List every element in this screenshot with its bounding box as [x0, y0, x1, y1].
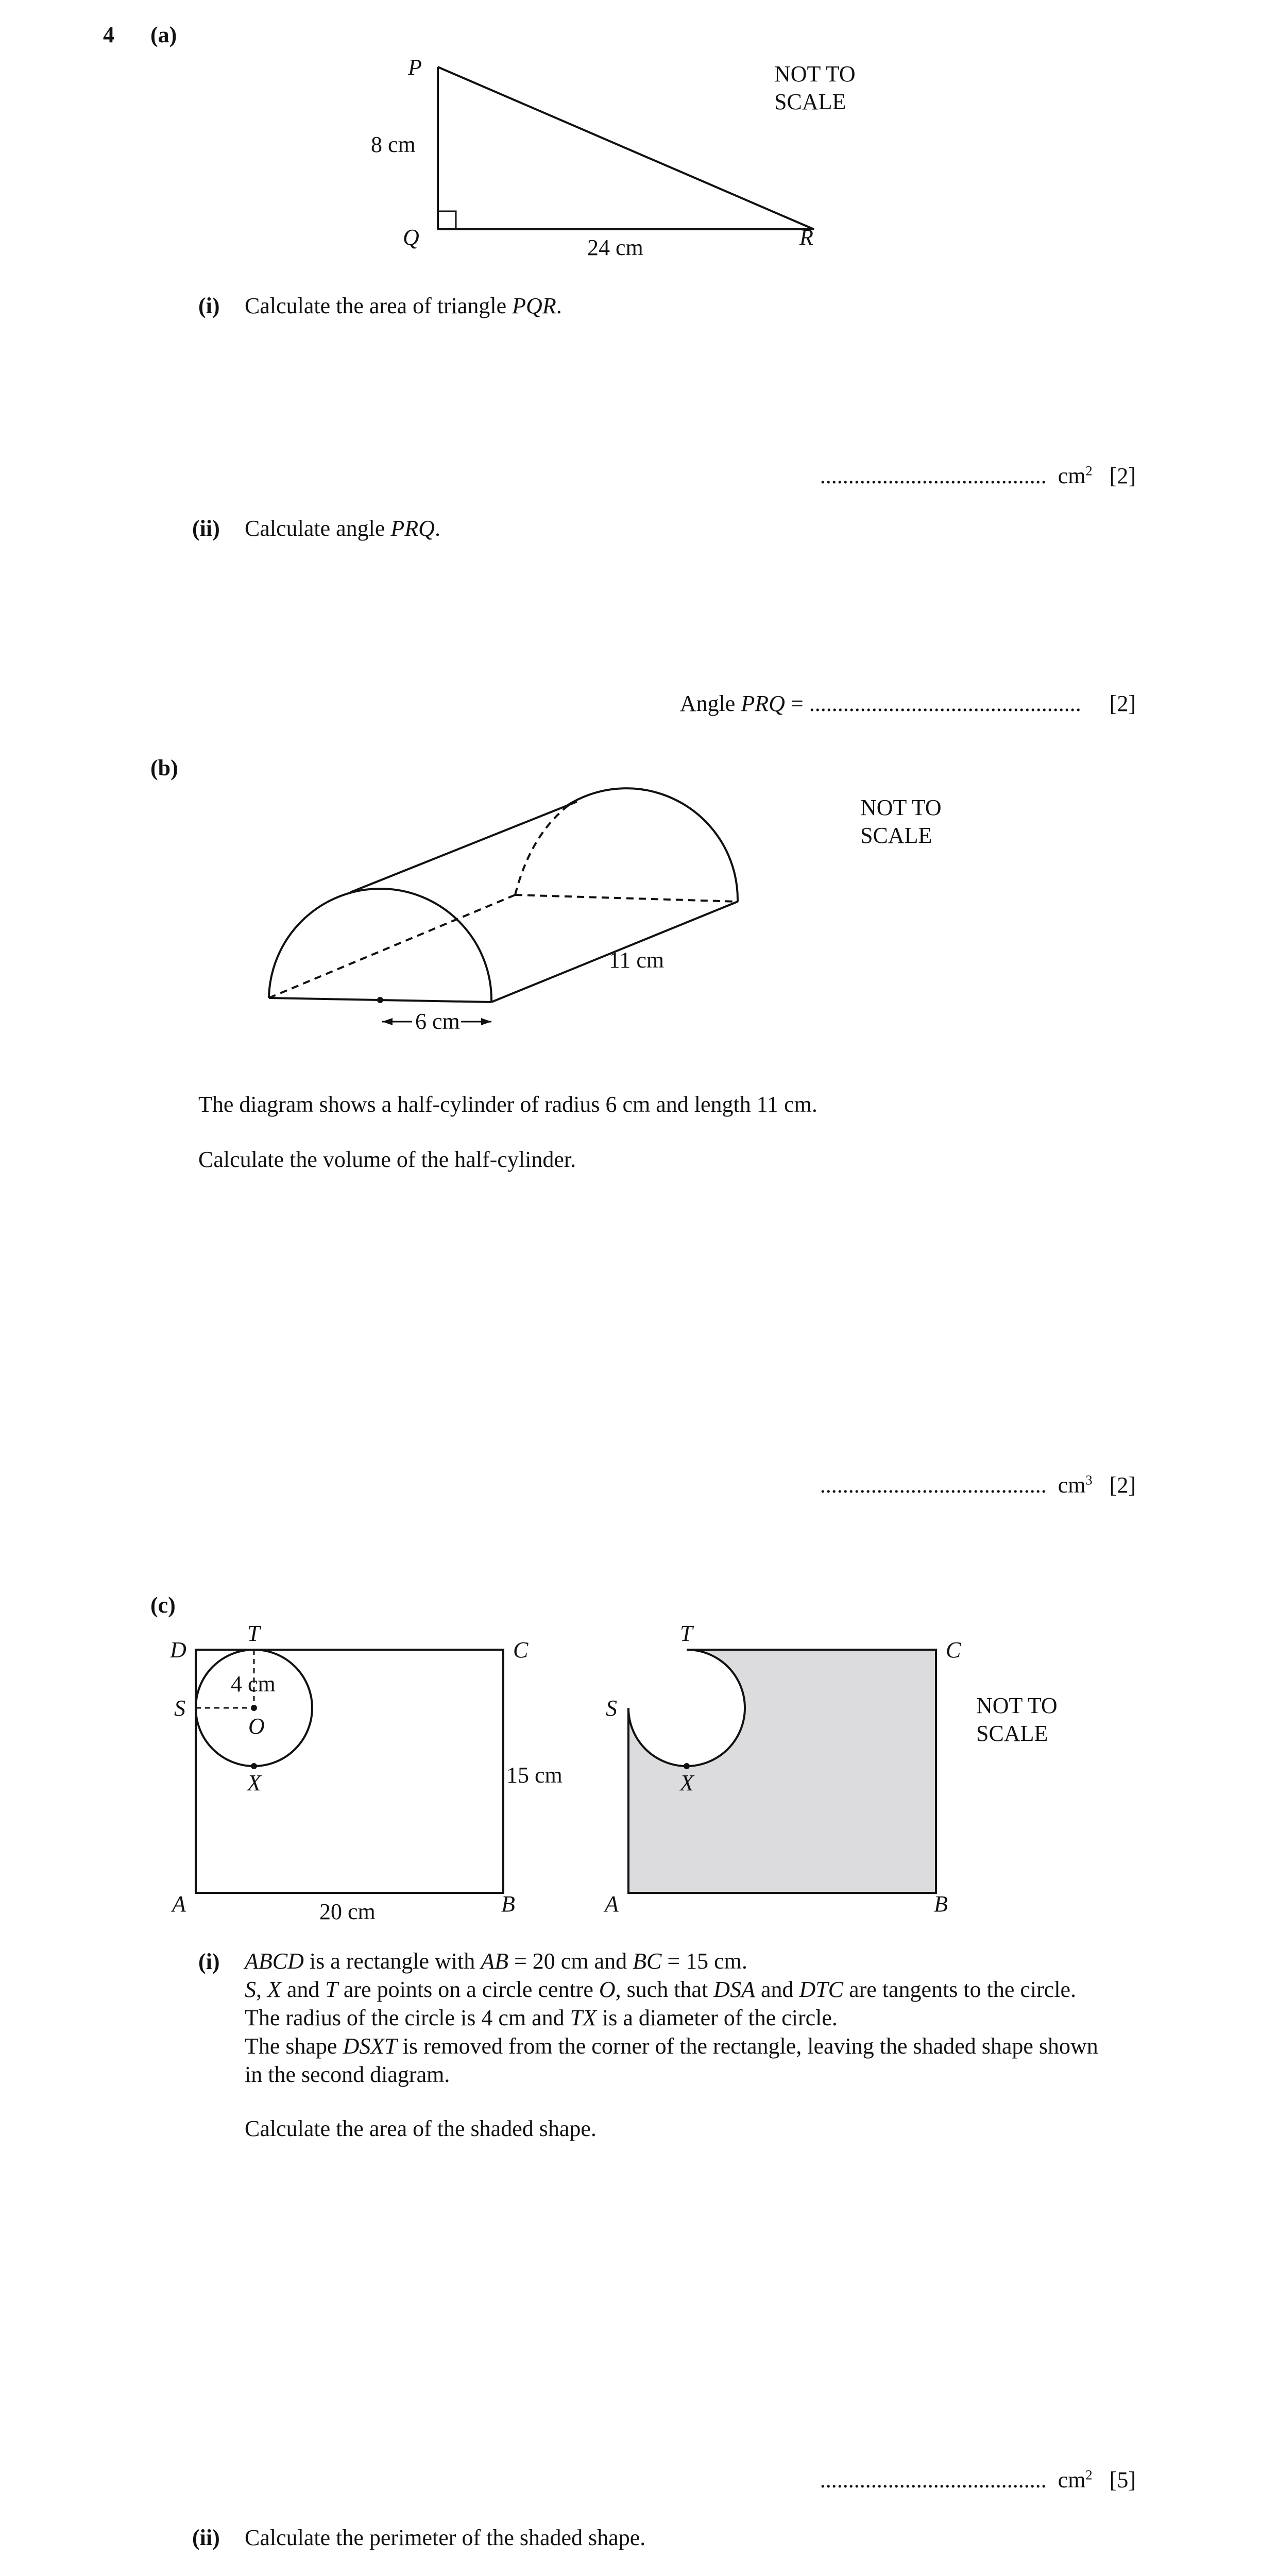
part-c-label: (c) — [150, 1592, 176, 1618]
part-a-i-question — [245, 293, 562, 320]
vertex-label-p: P — [408, 55, 422, 80]
answer-dots: ................................................ — [809, 691, 1081, 716]
part-a-ii-text: Calculate angle — [245, 516, 391, 541]
label-t: T — [680, 1621, 693, 1646]
right-angle-marker — [438, 211, 456, 229]
marks: [5] — [1109, 2467, 1136, 2493]
marks: [2] — [1109, 463, 1136, 488]
side-pr — [438, 67, 814, 229]
front-centre-dot — [377, 997, 383, 1003]
label-x: X — [680, 1770, 694, 1795]
part-c-i-line-2: S, X and T are points on a circle centre O, such that DSA and DTC are tangents to the circle. — [245, 1977, 1077, 2002]
length-label-pq: 8 cm — [371, 132, 416, 157]
label-t: T — [247, 1621, 260, 1646]
part-a-ii-question — [245, 515, 440, 543]
part-c-i-line-5: in the second diagram. — [245, 2062, 450, 2087]
part-c-i-line-1: ABCD is a rectangle with AB = 20 cm and BC = 15 cm. — [245, 1948, 747, 1974]
part-c-i-answer-line[interactable] — [820, 2467, 1136, 2494]
part-a-not-to-scale-line1: NOT TO — [774, 61, 856, 87]
radius-label: 6 cm — [415, 1009, 460, 1034]
part-c-i-question: Calculate the area of the shaded shape. — [245, 2116, 597, 2141]
half-cylinder-diagram — [258, 773, 773, 1041]
label-s: S — [606, 1696, 617, 1721]
label-height: 15 cm — [506, 1762, 563, 1788]
vertex-label-q: Q — [403, 225, 419, 250]
top-edge — [350, 802, 577, 892]
back-semicircle-visible — [567, 788, 738, 902]
answer-dots: ........................................ — [820, 2467, 1047, 2493]
label-o: O — [248, 1714, 265, 1739]
label-s: S — [174, 1696, 185, 1721]
part-b-label: (b) — [150, 755, 178, 781]
part-a-i-text: Calculate the area of triangle — [245, 293, 513, 318]
part-a-ii-text-end: . — [434, 516, 440, 541]
length-label-qr: 24 cm — [587, 235, 643, 260]
part-b-answer-line[interactable] — [820, 1472, 1136, 1499]
part-a-i-answer-line[interactable] — [820, 463, 1136, 490]
answer-unit: cm — [1058, 1472, 1086, 1498]
answer-unit: cm — [1058, 2467, 1086, 2493]
point-x-dot — [251, 1763, 257, 1769]
shaded-shape-diagram — [598, 1613, 968, 1922]
shaded-shape — [628, 1650, 936, 1893]
part-c-ii-label: (ii) — [192, 2525, 220, 2550]
marks: [2] — [1109, 691, 1136, 716]
part-c-not-to-scale-line2: SCALE — [976, 1721, 1048, 1746]
label-width: 20 cm — [319, 1899, 376, 1924]
radius-arrowhead-right — [481, 1018, 491, 1025]
marks: [2] — [1109, 1472, 1136, 1498]
part-b-description: The diagram shows a half-cylinder of radius 6 cm and length 11 cm. — [198, 1092, 817, 1117]
answer-prefix-italic: PRQ — [741, 691, 785, 716]
label-x: X — [247, 1770, 261, 1795]
part-a-i-label: (i) — [198, 293, 220, 318]
part-c-ii-question: Calculate the perimeter of the shaded shape. — [245, 2525, 646, 2550]
length-label: 11 cm — [609, 947, 664, 973]
label-c: C — [513, 1637, 529, 1663]
hidden-back-diameter — [515, 895, 738, 902]
part-c-i-label: (i) — [198, 1949, 220, 1974]
part-c-i-paragraph — [245, 1947, 1098, 2089]
back-semicircle-hidden — [515, 805, 569, 895]
label-d: D — [170, 1637, 186, 1663]
part-a-ii-text-italic: PRQ — [390, 516, 435, 541]
label-c: C — [946, 1637, 961, 1663]
question-number: 4 — [103, 22, 114, 47]
part-c-i-line-3: The radius of the circle is 4 cm and TX is a diameter of the circle. — [245, 2005, 838, 2030]
part-a-i-text-end: . — [556, 293, 562, 318]
answer-dots: ........................................ — [820, 1472, 1047, 1498]
answer-unit: cm — [1058, 463, 1086, 488]
part-a-not-to-scale-line2: SCALE — [774, 89, 846, 114]
answer-unit-power: 3 — [1085, 1472, 1093, 1488]
label-b: B — [501, 1891, 515, 1917]
point-o-dot — [251, 1705, 257, 1711]
part-a-ii-label: (ii) — [192, 516, 220, 541]
part-c-not-to-scale-line1: NOT TO — [976, 1693, 1058, 1718]
answer-prefix: Angle — [679, 691, 741, 716]
vertex-label-r: R — [799, 225, 813, 250]
part-b-not-to-scale-line2: SCALE — [860, 823, 932, 848]
label-a: A — [172, 1891, 186, 1917]
label-b: B — [934, 1891, 948, 1917]
part-a-ii-answer-line[interactable] — [680, 690, 1136, 718]
point-x-dot — [684, 1763, 690, 1769]
part-a-i-text-italic: PQR — [512, 293, 556, 318]
part-a-label: (a) — [150, 22, 177, 47]
part-b-question: Calculate the volume of the half-cylinder. — [198, 1147, 576, 1172]
rectangle-with-circle-diagram — [165, 1613, 628, 1922]
label-a: A — [605, 1891, 619, 1917]
part-c-i-line-4: The shape DSXT is removed from the corner of the rectangle, leaving the shaded shape shown — [245, 2033, 1098, 2059]
answer-unit-power: 2 — [1085, 2467, 1093, 2483]
label-radius: 4 cm — [231, 1671, 276, 1697]
answer-equals: = — [785, 691, 809, 716]
radius-arrowhead-left — [382, 1018, 393, 1025]
front-semicircle — [269, 889, 491, 1002]
part-b-not-to-scale-line1: NOT TO — [860, 795, 942, 820]
answer-unit-power: 2 — [1085, 463, 1093, 479]
answer-dots: ........................................ — [820, 463, 1047, 488]
